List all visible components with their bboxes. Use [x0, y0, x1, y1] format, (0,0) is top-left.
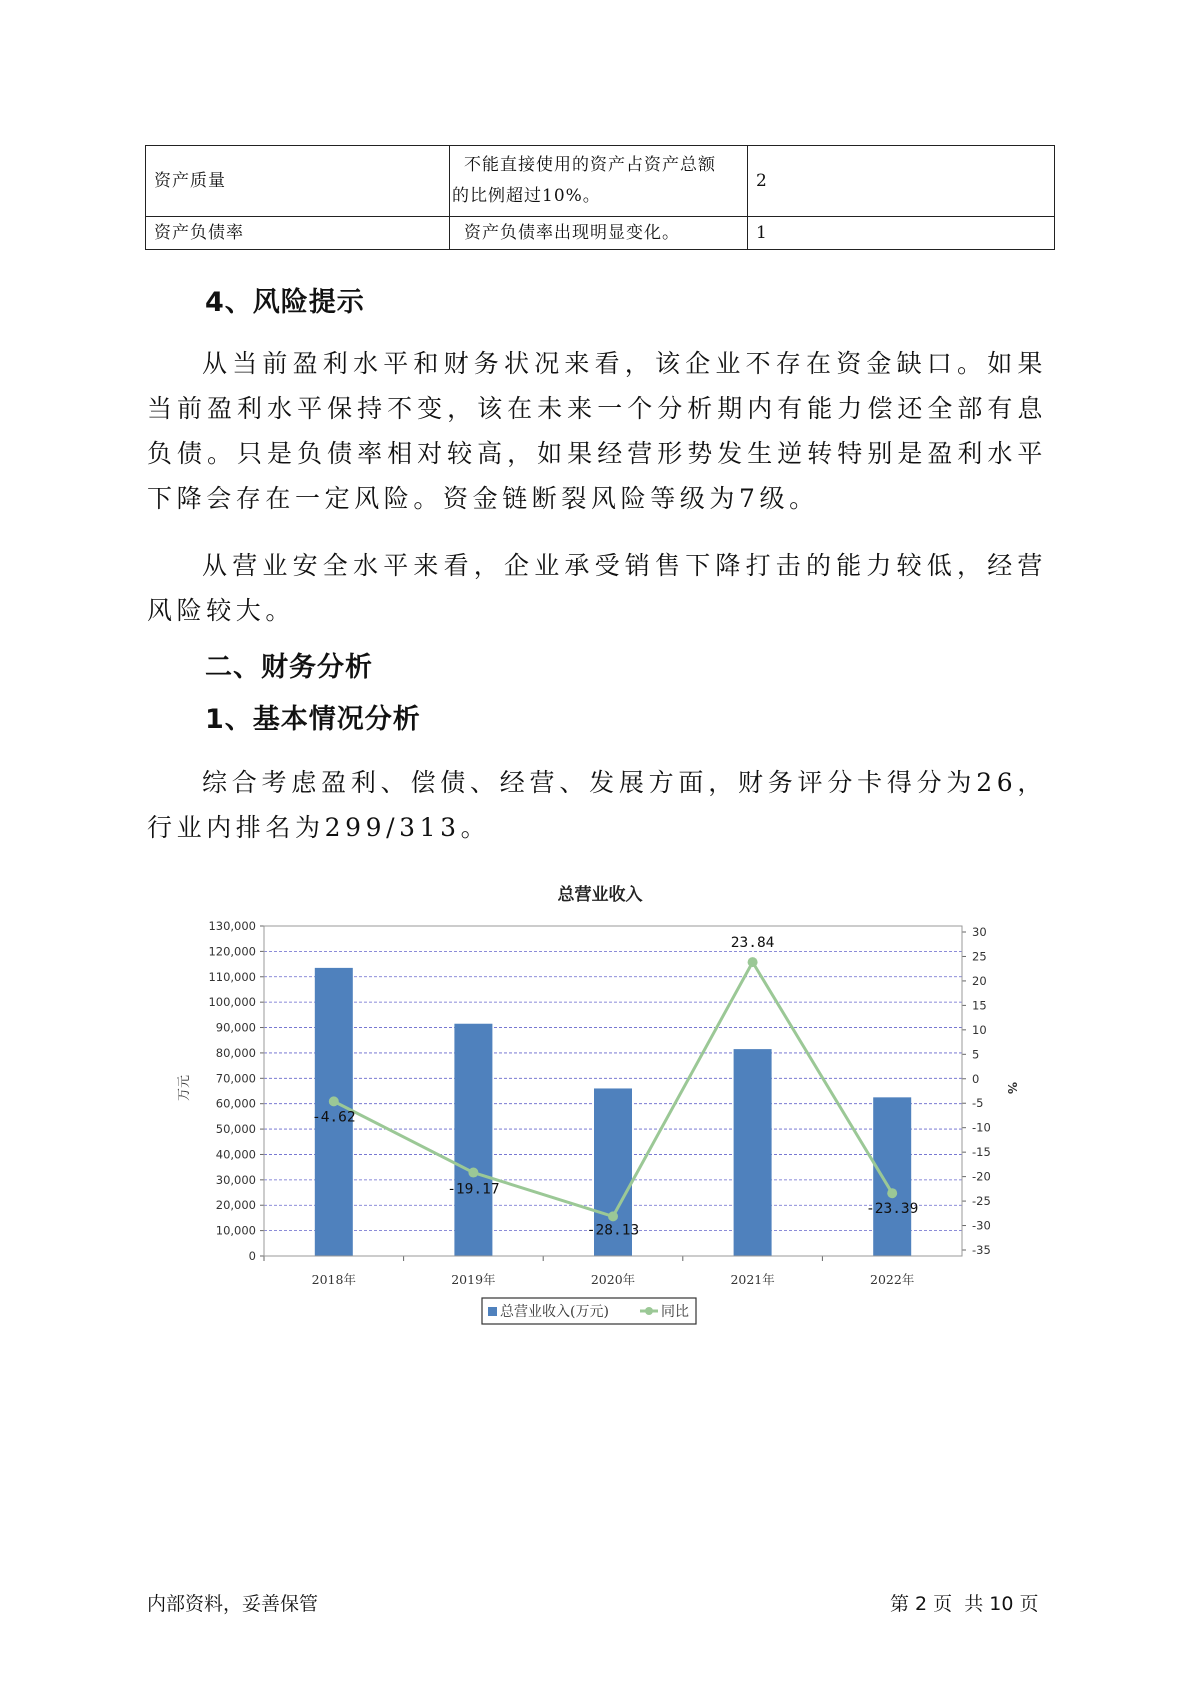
y-tick-label: 30,000 — [215, 1172, 256, 1187]
finance-heading: 二、财务分析 — [205, 652, 373, 683]
condition-line: 的比例超过10%。 — [452, 186, 601, 206]
table-cell-condition — [450, 146, 748, 217]
y-tick-label: 110,000 — [208, 969, 256, 984]
yoy-point — [748, 957, 758, 967]
yoy-data-label: -23.39 — [866, 1201, 919, 1218]
table-cell-item: 资产质量 — [146, 146, 450, 217]
y-tick-label: 80,000 — [215, 1045, 256, 1060]
yoy-data-label: 23.84 — [730, 935, 775, 952]
yoy-data-label: -28.13 — [586, 1222, 640, 1239]
yoy-point — [887, 1188, 897, 1198]
table-cell-condition — [450, 217, 748, 250]
bar — [734, 1049, 772, 1256]
y2-tick-label: -20 — [972, 1169, 991, 1184]
y-tick-label: 10,000 — [215, 1223, 256, 1238]
table-cell-score: 1 — [748, 217, 1055, 250]
y-tick-label: 50,000 — [215, 1122, 256, 1137]
condition-line: 资产负债率出现明显变化。 — [464, 223, 680, 243]
yoy-data-label: -4.62 — [311, 1109, 356, 1126]
basic-heading: 1、基本情况分析 — [205, 704, 421, 735]
yoy-point — [608, 1211, 618, 1221]
yoy-point — [329, 1096, 339, 1106]
y-tick-label: 0 — [248, 1249, 256, 1263]
y2-tick-label: -35 — [972, 1243, 991, 1257]
legend-swatch-bar — [488, 1307, 497, 1316]
revenue-chart-svg — [170, 870, 1030, 1340]
y2-tick-label: 0 — [972, 1071, 980, 1086]
yoy-point — [468, 1168, 478, 1178]
x-tick-label: 2022年 — [870, 1272, 915, 1287]
y-tick-label: 130,000 — [208, 919, 256, 933]
y-tick-label: 40,000 — [215, 1147, 256, 1162]
y2-tick-label: 10 — [972, 1022, 987, 1037]
revenue-chart — [170, 870, 1030, 1340]
y2-tick-label: 15 — [972, 998, 987, 1013]
x-tick-label: 2018年 — [311, 1272, 356, 1287]
y-tick-label: 100,000 — [208, 995, 256, 1010]
bar — [873, 1097, 911, 1256]
risk-paragraph-1: 从当前盈利水平和财务状况来看，该企业不存在资金缺口。如果当前盈利水平保持不变，该在未来一个分析期内有能力偿还全部有息负债。只是负债率相对较高，如果经营形势发生逆转特别是盈利水平下降会存在一定风险。资金链断裂风险等级为7级。 — [147, 349, 1047, 513]
footer-right: 第 2 页 共 10 页 — [890, 1593, 1039, 1615]
y2-tick-label: -10 — [972, 1120, 991, 1135]
legend-swatch-marker — [645, 1307, 653, 1315]
y-tick-label: 20,000 — [215, 1198, 256, 1213]
condition-line: 不能直接使用的资产占资产总额 — [464, 155, 716, 175]
bar — [454, 1024, 492, 1256]
risk-paragraph-2: 从营业安全水平来看，企业承受销售下降打击的能力较低，经营风险较大。 — [147, 551, 1047, 625]
y2-tick-label: 20 — [972, 973, 987, 988]
x-tick-label: 2021年 — [730, 1272, 775, 1287]
x-tick-label: 2020年 — [590, 1272, 636, 1287]
y2-tick-label: 25 — [972, 949, 987, 964]
legend-label-revenue: 总营业收入(万元) — [500, 1304, 609, 1320]
table-row — [146, 146, 1055, 217]
table-cell-score: 2 — [748, 146, 1055, 217]
legend-label-yoy: 同比 — [661, 1304, 689, 1320]
y2-tick-label: -30 — [972, 1218, 991, 1233]
y2-tick-label: -5 — [972, 1096, 984, 1111]
table-cell-item: 资产负债率 — [146, 217, 450, 250]
y2-tick-label: -15 — [972, 1145, 991, 1160]
risk-heading: 4、风险提示 — [205, 287, 365, 318]
y2-axis-label: % — [1005, 1081, 1019, 1095]
yoy-data-label: -19.17 — [447, 1181, 500, 1198]
risk-criteria-table — [145, 145, 1055, 250]
y-tick-label: 90,000 — [215, 1020, 256, 1035]
y-tick-label: 120,000 — [208, 944, 256, 959]
y-tick-label: 70,000 — [215, 1071, 256, 1086]
y-axis-label: 万元 — [177, 1074, 192, 1102]
chart-title: 总营业收入 — [557, 885, 643, 905]
y2-tick-label: -25 — [972, 1194, 991, 1209]
x-tick-label: 2019年 — [451, 1272, 496, 1287]
footer-left: 内部资料，妥善保管 — [147, 1593, 319, 1615]
table-row — [146, 217, 1055, 250]
basic-paragraph: 综合考虑盈利、偿债、经营、发展方面，财务评分卡得分为26，行业内排名为299/313。 — [147, 768, 1047, 842]
y2-tick-label: 5 — [972, 1047, 980, 1062]
y-tick-label: 60,000 — [215, 1096, 256, 1111]
y2-tick-label: 30 — [972, 925, 987, 939]
